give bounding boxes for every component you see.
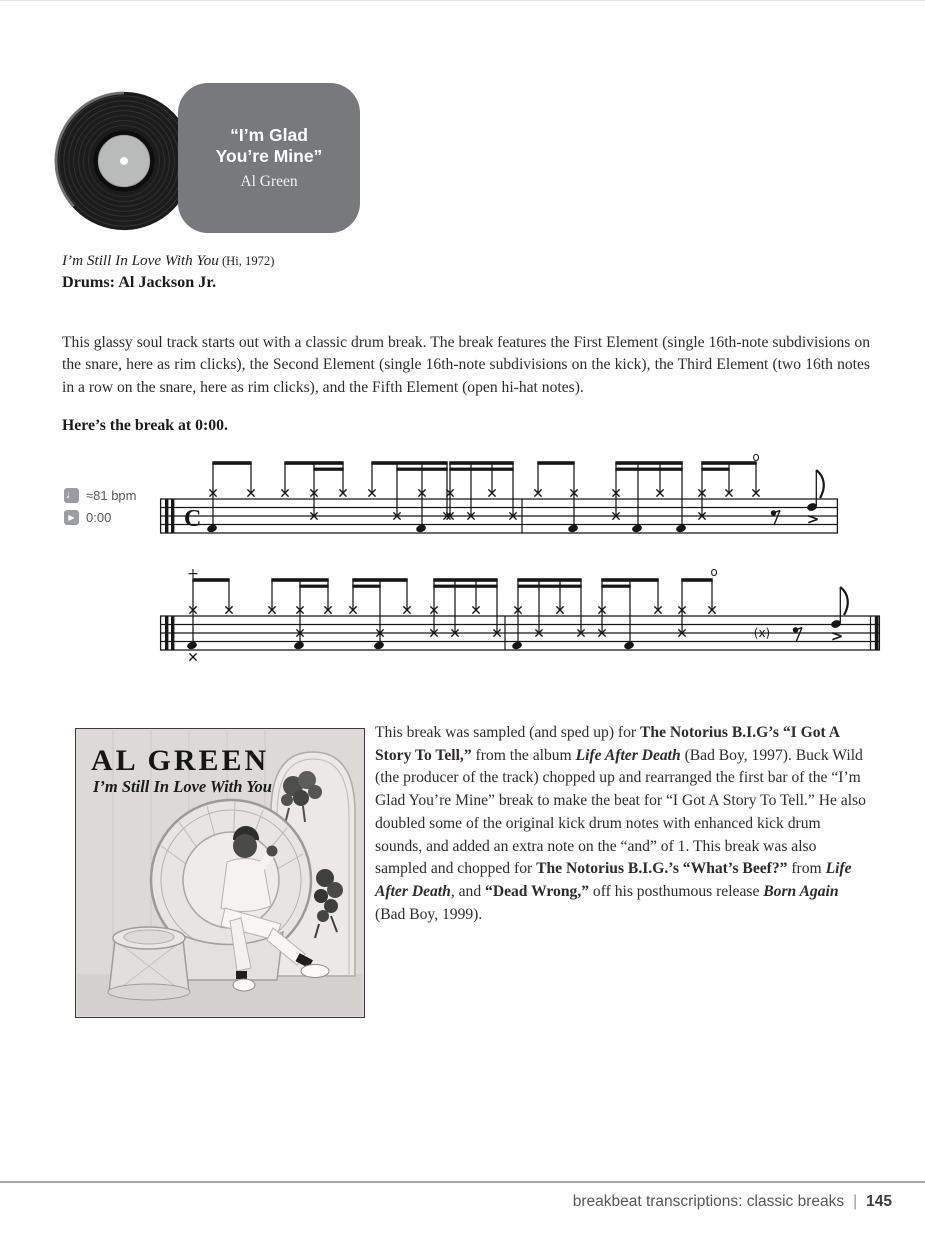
album-title: I’m Still In Love With You (62, 252, 219, 269)
notation-system-2 (60, 554, 900, 672)
song-title-badge (178, 83, 360, 233)
svg-text:o: o (710, 565, 718, 579)
drum-staff-line-2 (60, 554, 900, 672)
svg-text:C: C (184, 506, 202, 532)
svg-text:>: > (806, 510, 820, 528)
drummer-credit: Drums: Al Jackson Jr. (62, 273, 217, 291)
page-number: 145 (866, 1193, 892, 1210)
footer-separator: | (853, 1193, 858, 1210)
svg-text:(x): (x) (753, 626, 771, 640)
svg-text:o: o (752, 451, 760, 464)
vinyl-record-icon (50, 87, 198, 235)
cover-album-subtitle: I’m Still In Love With You (93, 777, 272, 796)
footer-text: breakbeat transcriptions: classic breaks (572, 1193, 845, 1210)
wicker-stool (108, 927, 190, 1000)
drum-staff-line-1 (60, 451, 860, 561)
break-heading: Here’s the break at 0:00. (62, 417, 228, 434)
album-label-year: (Hi, 1972) (218, 254, 275, 268)
song-title: “I’m Glad You’re Mine” (215, 125, 323, 166)
album-credit-line (62, 252, 274, 270)
tempo-label: ≈81 bpm (86, 487, 137, 503)
svg-text:>: > (830, 627, 844, 645)
album-cover-image (75, 728, 365, 1018)
svg-text:+: + (187, 566, 199, 582)
play-icon[interactable]: ▶ (64, 510, 79, 525)
notation-system-1 (60, 451, 860, 561)
cover-artist-title: AL GREEN (91, 744, 270, 777)
sample-history-paragraph: This break was sampled (and sped up) for The Notorius B.I.G’s “I Got A Story To Tell,” from the album Life After Death (Bad Boy, 1997). Buck Wild (the producer of the track) chopped up and rearranged the first bar of the “I’m Glad You’re Mine” break to make the beat for “I Got A Story To Tell.” He also doubled some of the original kick drum notes with enhanced kick drum sounds, and added an extra note on the “and” of 1. This break was also sampled and chopped for The Notorius B.I.G.’s “What’s Beef?” from Life After Death, and “Dead Wrong,” off his posthumous release Born Again (Bad Boy, 1999). (375, 724, 866, 923)
footer-rule (0, 1181, 925, 1183)
time-label: 0:00 (86, 509, 112, 525)
quarter-note-icon: ♩ (66, 489, 77, 501)
intro-paragraph: This glassy soul track starts out with a classic drum break. The break features the First Element (single 16th-note subdivisions on the snare, here as rim clicks), the Second Element (single 16th-note subdivisions on the kick), the Third Element (two 16th notes in a row on the snare, here as rim clicks), and the Fifth Element (open hi-hat notes). (62, 334, 870, 396)
footer (573, 1193, 892, 1211)
song-artist: Al Green (240, 173, 298, 190)
